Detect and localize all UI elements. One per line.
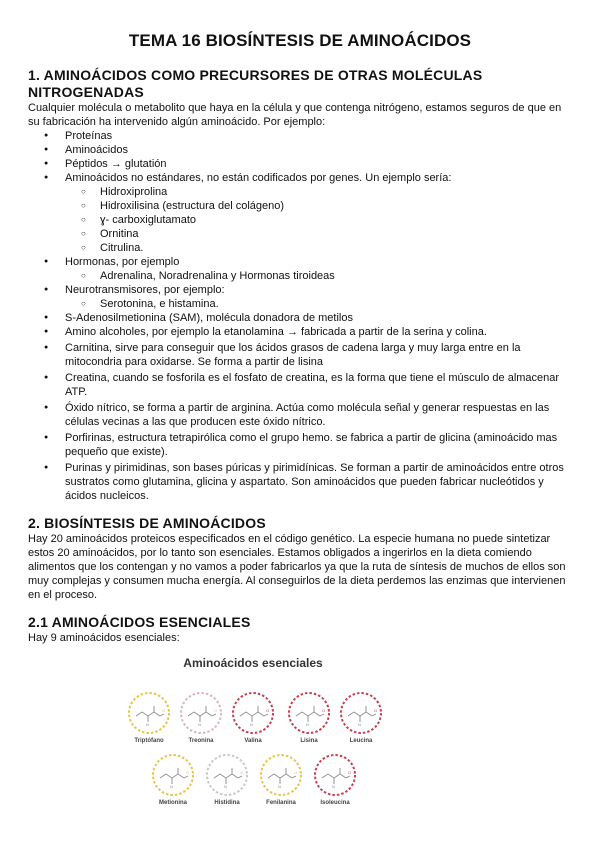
amino-acid-cell xyxy=(338,690,384,744)
svg-text:O: O xyxy=(266,708,270,713)
figure-title: Aminoácidos esenciales xyxy=(183,656,323,670)
svg-text:N: N xyxy=(146,722,149,727)
amino-acid-cell xyxy=(126,690,172,744)
sublist-item: ○ ɣ- carboxiglutamato xyxy=(28,213,572,227)
amino-acid-cell xyxy=(150,752,196,806)
list-item: ● Aminoácidos xyxy=(28,143,572,157)
list-item xyxy=(28,283,572,311)
list-item: ● Carnitina, sirve para conseguir que los ácidos grasos de cadena larga y muy larga entre en la mitocondria para oxidarse. Se forma a partir de lisina xyxy=(28,341,572,369)
svg-text:O: O xyxy=(214,708,218,713)
amino-acid-structure-icon xyxy=(204,752,250,798)
svg-text:N: N xyxy=(358,722,361,727)
list-item xyxy=(28,255,572,283)
amino-acid-structure-icon xyxy=(338,690,384,736)
section-1-intro: Cualquier molécula o metabolito que haya en la célula y que contenga nitrógeno, estamos seguros de que en su fabricación ha intervenido algún aminoácido. Por ejemplo: xyxy=(28,102,562,128)
amino-acid-name: Metionina xyxy=(159,800,187,806)
amino-acid-name: Histidina xyxy=(214,800,240,806)
svg-text:N: N xyxy=(170,784,173,789)
list-item: ● Péptidos → glutatión xyxy=(28,157,572,171)
svg-text:N: N xyxy=(250,722,253,727)
hormones-sublist xyxy=(65,269,572,283)
svg-text:N: N xyxy=(306,722,309,727)
list-item-text: Aminoácidos no estándares, no están codificados por genes. Un ejemplo sería: xyxy=(65,172,452,184)
svg-text:N: N xyxy=(278,784,281,789)
sublist-item: ○ Adrenalina, Noradrenalina y Hormonas tiroideas xyxy=(28,269,572,283)
amino-acid-structure-icon xyxy=(150,752,196,798)
amino-acid-cell xyxy=(286,690,332,744)
amino-acid-cell xyxy=(312,752,358,806)
document-title: TEMA 16 BIOSÍNTESIS DE AMINOÁCIDOS xyxy=(128,31,472,50)
svg-text:O: O xyxy=(294,770,298,775)
amino-acid-structure-icon xyxy=(312,752,358,798)
amino-acid-structure-icon xyxy=(126,690,172,736)
list-item: ● Porfirinas, estructura tetrapirólica como el grupo hemo. se fabrica a partir de glicina (aminoácido mas pequeño que existe). xyxy=(28,431,572,459)
list-item: ● Purinas y pirimidinas, son bases púricas y pirimidínicas. Se forman a partir de aminoácidos entre otros sustratos como glutamina, glicina y aspartato. Son aminoácidos que pueden fabricar nucleótidos y ácidos nucleicos. xyxy=(28,461,572,503)
svg-text:O: O xyxy=(240,770,244,775)
neurotransmitters-sublist xyxy=(65,297,572,311)
amino-acid-cell xyxy=(204,752,250,806)
amino-acid-name: Valina xyxy=(244,738,262,744)
sublist-item: ○ Hidroxilisina (estructura del colágeno) xyxy=(28,199,572,213)
sublist-item: ○ Citrulina. xyxy=(28,241,572,255)
list-item-text: Neurotransmisores, por ejemplo: xyxy=(65,284,225,296)
amino-acid-cell xyxy=(258,752,304,806)
section-2-text: Hay 20 aminoácidos proteicos especificados en el código genético. La especie humana no puede sintetizar estos 20 aminoácidos, por lo tanto son esenciales. Estamos obligados a ingerirlos en la dieta comiendo alimentos que los contengan y no vamos a poder fabricarlos ya que la ruta de síntesis de muchos de ellos son muy complejas y consumen mucha energía. Al conseguirlos de la dieta perdemos las enzimas que intervienen en el proceso. xyxy=(28,533,566,601)
amino-acid-name: Triptófano xyxy=(134,738,164,744)
amino-acid-cell xyxy=(230,690,276,744)
section-2-1-text: Hay 9 aminoácidos esenciales: xyxy=(28,632,180,644)
essential-amino-acids-figure xyxy=(118,646,398,834)
amino-acid-name: Leucina xyxy=(349,738,373,744)
list-item xyxy=(28,171,572,255)
amino-acid-structure-icon xyxy=(258,752,304,798)
amino-acid-cell xyxy=(178,690,224,744)
amino-acid-name: Isoleucina xyxy=(320,800,350,806)
section-1-heading: 1. AMINOÁCIDOS COMO PRECURSORES DE OTRAS MOLÉCULAS NITROGENADAS xyxy=(28,67,483,100)
amino-acid-name: Treonina xyxy=(188,738,214,744)
amino-acid-structure-icon xyxy=(230,690,276,736)
svg-text:O: O xyxy=(348,770,352,775)
amino-acid-structure-icon xyxy=(178,690,224,736)
svg-text:O: O xyxy=(162,708,166,713)
sublist-item: ○ Hidroxiprolina xyxy=(28,185,572,199)
list-item: ● Óxido nítrico, se forma a partir de arginina. Actúa como molécula señal y generar respuestas en las células vecinas a las que producen este óxido nítrico. xyxy=(28,401,572,429)
svg-text:N: N xyxy=(224,784,227,789)
svg-text:N: N xyxy=(332,784,335,789)
list-item: ● Creatina, cuando se fosforila es el fosfato de creatina, es la forma que tiene el músculo de almacenar ATP. xyxy=(28,371,572,399)
sublist-item: ○ Serotonina, e histamina. xyxy=(28,297,572,311)
list-item: ● Proteínas xyxy=(28,129,572,143)
svg-text:O: O xyxy=(322,708,326,713)
list-item-text: Hormonas, por ejemplo xyxy=(65,256,180,268)
amino-acid-structure-icon xyxy=(286,690,332,736)
amino-acid-name: Lisina xyxy=(300,738,318,744)
list-item: ● Amino alcoholes, por ejemplo la etanolamina → fabricada a partir de la serina y colina. xyxy=(28,325,572,339)
section-1-list xyxy=(28,129,572,503)
nonstandard-sublist xyxy=(65,185,572,255)
section-2-heading: 2. BIOSÍNTESIS DE AMINOÁCIDOS xyxy=(28,515,266,531)
section-2-1-heading: 2.1 AMINOÁCIDOS ESENCIALES xyxy=(28,614,251,630)
list-item: ● S-Adenosilmetionina (SAM), molécula donadora de metilos xyxy=(28,311,572,325)
svg-text:O: O xyxy=(374,708,378,713)
svg-text:N: N xyxy=(198,722,201,727)
sublist-item: ○ Ornitina xyxy=(28,227,572,241)
svg-text:O: O xyxy=(186,770,190,775)
amino-acid-name: Fenilanina xyxy=(266,800,296,806)
